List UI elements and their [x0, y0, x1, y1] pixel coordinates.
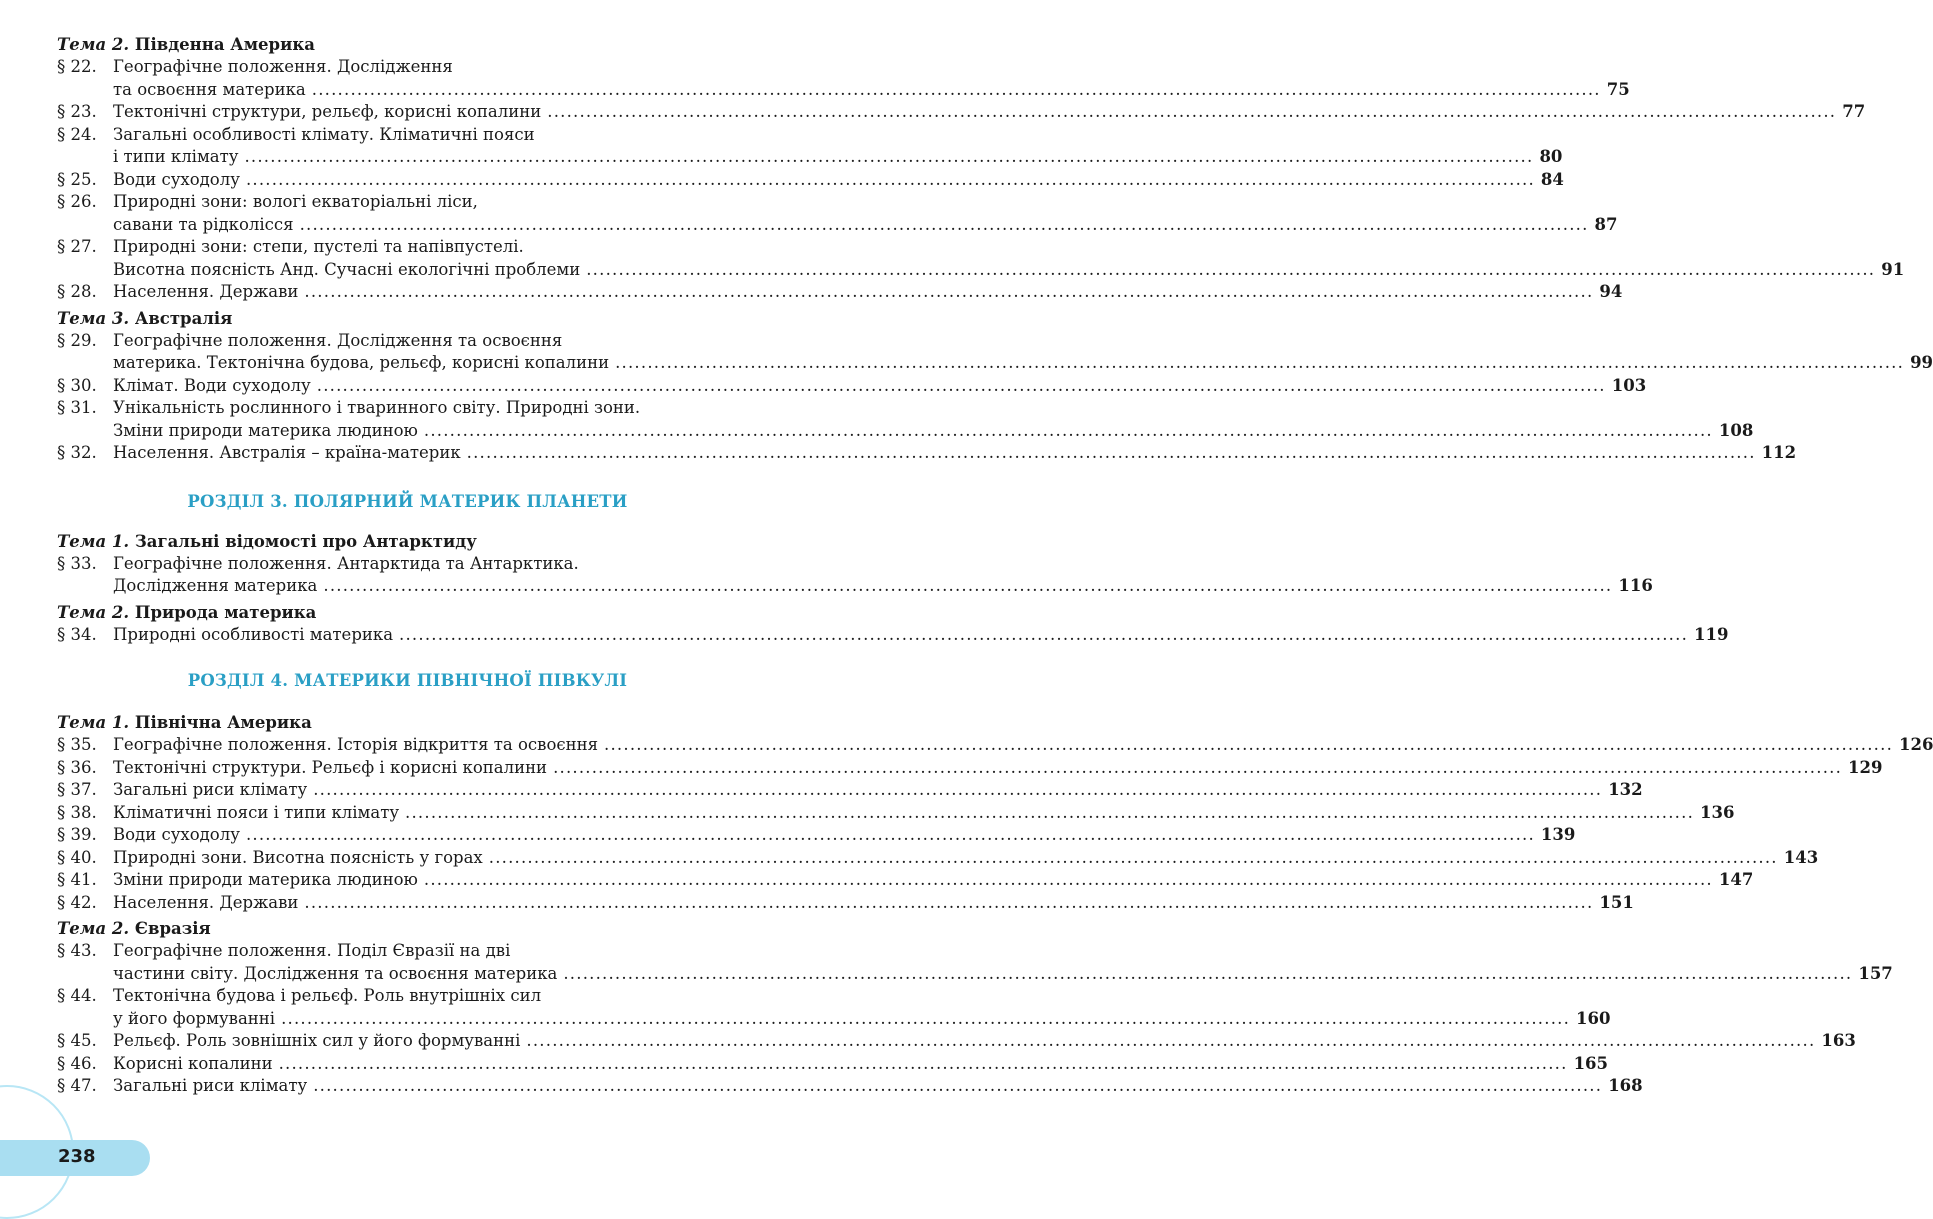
paragraph-number: § 27.: [57, 237, 97, 256]
page-ref: 103: [1611, 375, 1647, 395]
entry-title: Загальні риси клімату: [113, 1076, 308, 1095]
page-ref: 160: [1576, 1008, 1611, 1028]
page-ref: 126: [1899, 735, 1933, 754]
theme-heading: Тема 2. Природа материка: [57, 602, 317, 622]
toc-entry-47: [57, 1075, 1643, 1098]
toc-entry-40: [57, 847, 1819, 870]
paragraph-number: § 26.: [57, 192, 97, 211]
paragraph-number: § 32.: [57, 443, 97, 462]
dot-leader: ........................................................................................................................................................................................................: [299, 214, 1589, 234]
theme-heading: Тема 1. Північна Америка: [57, 713, 312, 732]
paragraph-number: § 36.: [57, 757, 97, 777]
dot-leader: ........................................................................................................................................................................................................: [316, 375, 1606, 395]
page-ref: 87: [1594, 214, 1618, 234]
paragraph-number: § 41.: [57, 870, 97, 889]
toc-entry-27: [57, 236, 1905, 281]
theme-heading: Тема 1. Загальні відомості про Антарктиду: [57, 531, 477, 551]
entry-title: Унікальність рослинного і тваринного світу. Природні зони.: [113, 398, 641, 417]
toc-entry-46: [57, 1053, 1609, 1076]
page-ref: 136: [1700, 802, 1735, 822]
dot-leader: ........................................................................................................................................................................................................: [563, 963, 1853, 983]
paragraph-number: § 33.: [57, 553, 97, 573]
toc-entry-35: [57, 734, 1933, 757]
page-ref: 94: [1599, 282, 1623, 301]
dot-leader: ........................................................................................................................................................................................................: [423, 870, 1713, 889]
section-heading: РОЗДІЛ 3. ПОЛЯРНИЙ МАТЕРИК ПЛАНЕТИ: [187, 491, 628, 511]
paragraph-number: § 37.: [57, 780, 97, 799]
dot-leader: ........................................................................................................................................................................................................: [311, 79, 1601, 99]
paragraph-number: § 45.: [57, 1031, 97, 1050]
paragraph-number: § 39.: [57, 825, 97, 844]
dot-leader: ........................................................................................................................................................................................................: [304, 282, 1594, 301]
toc-entry-30: [57, 375, 1647, 398]
page-ref: 75: [1606, 79, 1630, 99]
entry-title: Населення. Австралія – країна-материк: [113, 443, 461, 462]
section-heading: РОЗДІЛ 4. МАТЕРИКИ ПІВНІЧНОЇ ПІВКУЛІ: [187, 671, 628, 690]
toc-entry-42: [57, 892, 1634, 915]
dot-leader: ........................................................................................................................................................................................................: [313, 780, 1603, 799]
entry-title: Географічне положення. Антарктида та Антарктика.: [113, 553, 579, 573]
paragraph-number: § 31.: [57, 398, 97, 417]
entry-title-cont: частини світу. Дослідження та освоєння материка: [113, 963, 558, 983]
entry-title: Води суходолу: [113, 825, 240, 844]
entry-title: Загальні особливості клімату. Кліматичні пояси: [113, 124, 535, 144]
page-ref: 143: [1783, 847, 1819, 867]
page-ref: 165: [1573, 1053, 1609, 1073]
entry-title: Населення. Держави: [113, 282, 299, 301]
toc-entry-29: [57, 330, 1933, 375]
dot-leader: ........................................................................................................................................................................................................: [399, 624, 1689, 644]
page-ref: 163: [1821, 1031, 1856, 1050]
entry-title: Тектонічні структури. Рельєф і корисні копалини: [113, 757, 548, 777]
dot-leader: ........................................................................................................................................................................................................: [466, 443, 1756, 462]
toc-entry-43: [57, 940, 1893, 985]
entry-title: Кліматичні пояси і типи клімату: [113, 802, 400, 822]
dot-leader: ........................................................................................................................................................................................................: [526, 1031, 1816, 1050]
page-ref: 108: [1718, 420, 1754, 440]
entry-title-cont: Зміни природи материка людиною: [113, 420, 418, 440]
theme-heading: Тема 2. Євразія: [57, 919, 211, 938]
dot-leader: ........................................................................................................................................................................................................: [488, 847, 1778, 867]
entry-title: Природні особливості материка: [113, 624, 394, 644]
paragraph-number: § 24.: [57, 124, 97, 144]
entry-title-cont: у його формуванні: [113, 1008, 276, 1028]
entry-title-cont: Дослідження материка: [113, 576, 318, 595]
dot-leader: ........................................................................................................................................................................................................: [323, 576, 1613, 595]
toc-entry-38: [57, 802, 1735, 825]
page-ref: 80: [1539, 147, 1563, 166]
toc-entry-33: [57, 553, 1653, 598]
dot-leader: ........................................................................................................................................................................................................: [245, 825, 1535, 844]
entry-title: Географічне положення. Поділ Євразії на дві: [113, 941, 511, 960]
entry-title: Загальні риси клімату: [113, 780, 308, 799]
paragraph-number: § 44.: [57, 986, 97, 1005]
toc-entry-24: [57, 124, 1563, 169]
dot-leader: ........................................................................................................................................................................................................: [547, 102, 1837, 121]
page-ref: 119: [1694, 624, 1729, 644]
page-ref: 151: [1599, 892, 1634, 912]
dot-leader: ........................................................................................................................................................................................................: [245, 169, 1535, 189]
entry-title: Природні зони: степи, пустелі та напівпустелі.: [113, 237, 524, 256]
page-ref: 77: [1842, 102, 1866, 121]
entry-title-cont: савани та рідколісся: [113, 214, 294, 234]
page-ref: 84: [1540, 169, 1564, 189]
entry-title: Зміни природи материка людиною: [113, 870, 418, 889]
dot-leader: ........................................................................................................................................................................................................: [304, 892, 1594, 912]
paragraph-number: § 25.: [57, 169, 97, 189]
paragraph-number: § 47.: [57, 1076, 97, 1095]
page-ref: 116: [1618, 576, 1653, 595]
entry-title: Корисні копалини: [113, 1053, 273, 1073]
dot-leader: ........................................................................................................................................................................................................: [553, 757, 1843, 777]
dot-leader: ........................................................................................................................................................................................................: [281, 1008, 1571, 1028]
toc-entry-36: [57, 757, 1883, 780]
entry-title: Природні зони: вологі екваторіальні ліси,: [113, 192, 478, 211]
dot-leader: ........................................................................................................................................................................................................: [405, 802, 1695, 822]
paragraph-number: § 35.: [57, 735, 97, 754]
entry-title: Населення. Держави: [113, 892, 299, 912]
entry-title: Тектонічні структури, рельєф, корисні копалини: [113, 102, 542, 121]
toc-entry-39: [57, 824, 1576, 847]
toc-entry-26: [57, 191, 1618, 236]
toc-entry-22: [57, 56, 1630, 101]
toc-entry-34: [57, 624, 1729, 647]
page-number: 238: [58, 1146, 96, 1167]
paragraph-number: § 23.: [57, 102, 97, 121]
entry-title: Природні зони. Висотна поясність у горах: [113, 847, 483, 867]
dot-leader: ........................................................................................................................................................................................................: [615, 353, 1905, 372]
toc-entry-45: [57, 1030, 1856, 1053]
page-ref: 132: [1608, 780, 1643, 799]
paragraph-number: § 42.: [57, 892, 97, 912]
dot-leader: ........................................................................................................................................................................................................: [604, 735, 1894, 754]
page-ref: 129: [1848, 757, 1883, 777]
paragraph-number: § 30.: [57, 375, 97, 395]
toc-entry-32: [57, 442, 1797, 465]
toc-entry-23: [57, 101, 1866, 124]
entry-title: Рельєф. Роль зовнішніх сил у його формуванні: [113, 1031, 521, 1050]
page-ref: 91: [1881, 259, 1905, 279]
paragraph-number: § 46.: [57, 1053, 97, 1073]
paragraph-number: § 22.: [57, 57, 97, 76]
table-of-contents: [57, 34, 1933, 1098]
page-ref: 139: [1540, 825, 1576, 844]
entry-title-cont: та освоєння материка: [113, 79, 306, 99]
paragraph-number: § 43.: [57, 941, 97, 960]
toc-entry-25: [57, 169, 1564, 192]
dot-leader: ........................................................................................................................................................................................................: [244, 147, 1534, 166]
dot-leader: ........................................................................................................................................................................................................: [586, 259, 1876, 279]
dot-leader: ........................................................................................................................................................................................................: [313, 1076, 1603, 1095]
entry-title-cont: материка. Тектонічна будова, рельєф, корисні копалини: [113, 353, 610, 372]
entry-title: Географічне положення. Дослідження та освоєння: [113, 330, 563, 350]
entry-title: Географічне положення. Історія відкриття та освоєння: [113, 735, 599, 754]
entry-title-cont: і типи клімату: [113, 147, 239, 166]
toc-entry-44: [57, 985, 1611, 1030]
page-ref: 147: [1718, 870, 1754, 889]
entry-title: Географічне положення. Дослідження: [113, 57, 453, 76]
page-ref: 99: [1910, 353, 1933, 372]
paragraph-number: § 40.: [57, 847, 97, 867]
entry-title: Тектонічна будова і рельєф. Роль внутрішніх сил: [113, 986, 542, 1005]
toc-entry-37: [57, 779, 1643, 802]
theme-heading: Тема 3. Австралія: [57, 308, 233, 328]
dot-leader: ........................................................................................................................................................................................................: [423, 420, 1713, 440]
entry-title: Води суходолу: [113, 169, 240, 189]
dot-leader: ........................................................................................................................................................................................................: [278, 1053, 1568, 1073]
entry-title-cont: Висотна поясність Анд. Сучасні екологічні проблеми: [113, 259, 581, 279]
entry-title: Клімат. Води суходолу: [113, 375, 311, 395]
paragraph-number: § 28.: [57, 282, 97, 301]
paragraph-number: § 34.: [57, 624, 97, 644]
toc-entry-41: [57, 869, 1754, 892]
page-ref: 112: [1761, 443, 1797, 462]
page-ref: 168: [1608, 1076, 1643, 1095]
paragraph-number: § 29.: [57, 330, 97, 350]
theme-heading: Тема 2. Південна Америка: [57, 35, 315, 54]
page-ref: 157: [1858, 963, 1893, 983]
toc-entry-31: [57, 397, 1754, 442]
paragraph-number: § 38.: [57, 802, 97, 822]
toc-entry-28: [57, 281, 1623, 304]
